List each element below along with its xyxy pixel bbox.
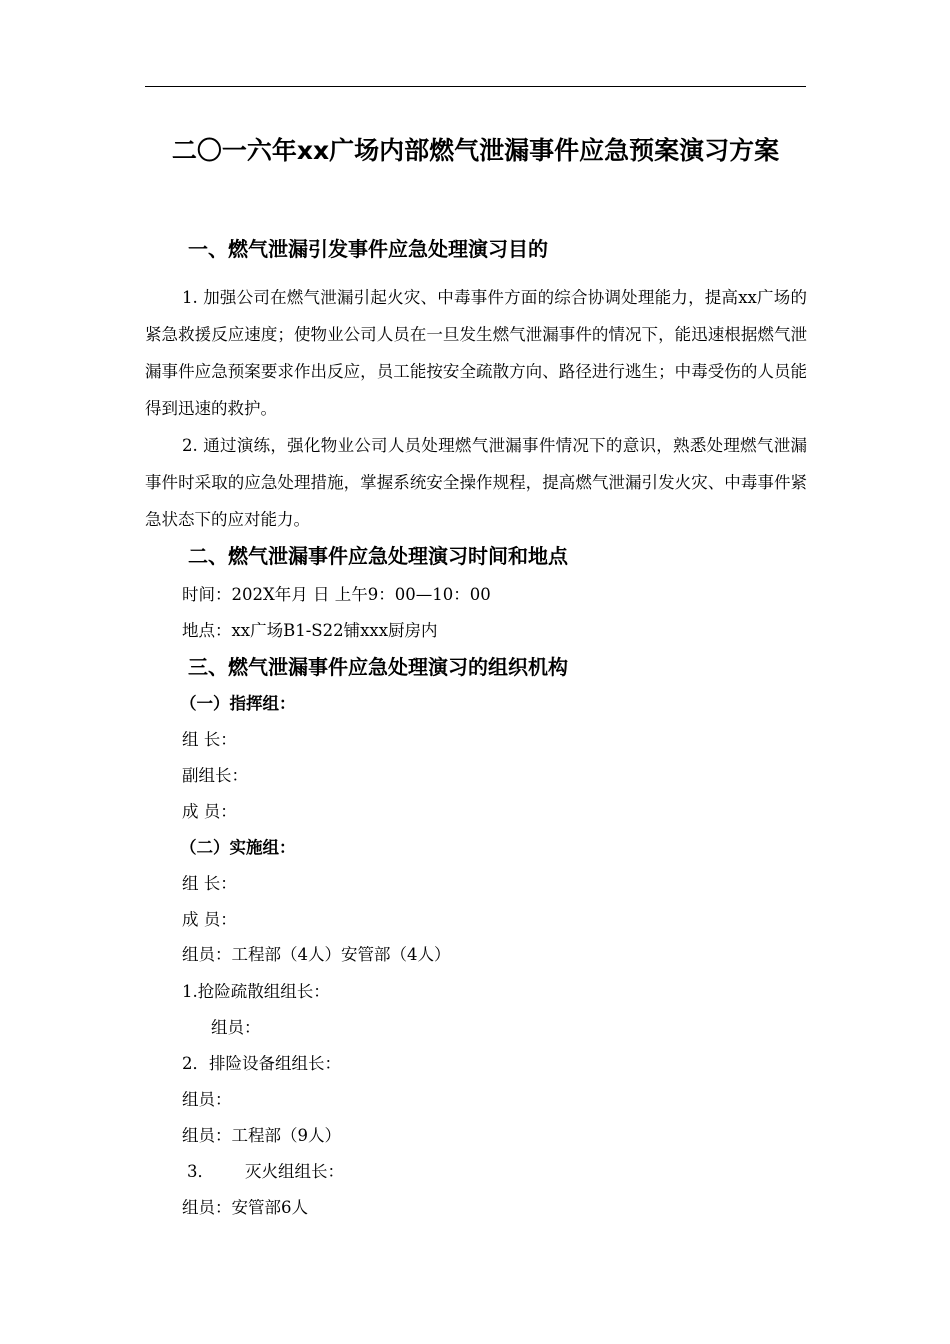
firefighting-team-staff: 组员：安管部6人 — [182, 1198, 308, 1217]
implementation-group-leader: 组 长： — [182, 874, 237, 893]
equipment-team-leader: 2．排险设备组组长： — [182, 1054, 341, 1073]
section1-paragraph-1: 1. 加强公司在燃气泄漏引起火灾、中毒事件方面的综合协调处理能力，提高xx广场的紧急救援反应速度；使物业公司人员在一旦发生燃气泄漏事件的情况下，能迅速根据燃气泄漏事件应急预案要求作出反应，员工能按安全疏散方向、路径进行逃生；中毒受伤的人员能得到迅速的救护。 — [145, 288, 807, 418]
section3-heading: 三、燃气泄漏事件应急处理演习的组织机构 — [188, 655, 568, 679]
equipment-team-staff: 组员：工程部（9人） — [182, 1126, 341, 1145]
section1-heading: 一、燃气泄漏引发事件应急处理演习目的 — [188, 237, 548, 261]
implementation-group-staff: 组员：工程部（4人）安管部（4人） — [182, 945, 451, 964]
implementation-group-members: 成 员： — [182, 910, 237, 929]
drill-time: 时间：202X年月 日 上午9：00—10：00 — [182, 585, 491, 604]
firefighting-team-leader: 灭火组组长： — [245, 1162, 344, 1181]
section2-heading: 二、燃气泄漏事件应急处理演习时间和地点 — [188, 544, 568, 568]
rescue-team-leader: 1.抢险疏散组组长： — [182, 982, 330, 1001]
implementation-group-title: （二）实施组： — [180, 838, 296, 857]
firefighting-team-number: 3． — [187, 1162, 214, 1181]
drill-place: 地点：xx广场B1-S22铺xxx厨房内 — [182, 621, 438, 640]
equipment-team-members: 组员： — [182, 1090, 232, 1109]
command-group-leader: 组 长： — [182, 730, 237, 749]
rescue-team-members: 组员： — [211, 1018, 261, 1037]
header-rule — [145, 86, 806, 87]
command-group-title: （一）指挥组： — [180, 694, 296, 713]
document-title: 二〇一六年xx广场内部燃气泄漏事件应急预案演习方案 — [171, 136, 780, 165]
section1-body — [145, 279, 807, 538]
section1-paragraph-2: 2. 通过演练，强化物业公司人员处理燃气泄漏事件情况下的意识，熟悉处理燃气泄漏事件时采取的应急处理措施，掌握系统安全操作规程，提高燃气泄漏引发火灾、中毒事件紧急状态下的应对能力。 — [145, 436, 807, 529]
command-group-members: 成 员： — [182, 802, 237, 821]
command-group-deputy: 副组长： — [182, 766, 248, 785]
